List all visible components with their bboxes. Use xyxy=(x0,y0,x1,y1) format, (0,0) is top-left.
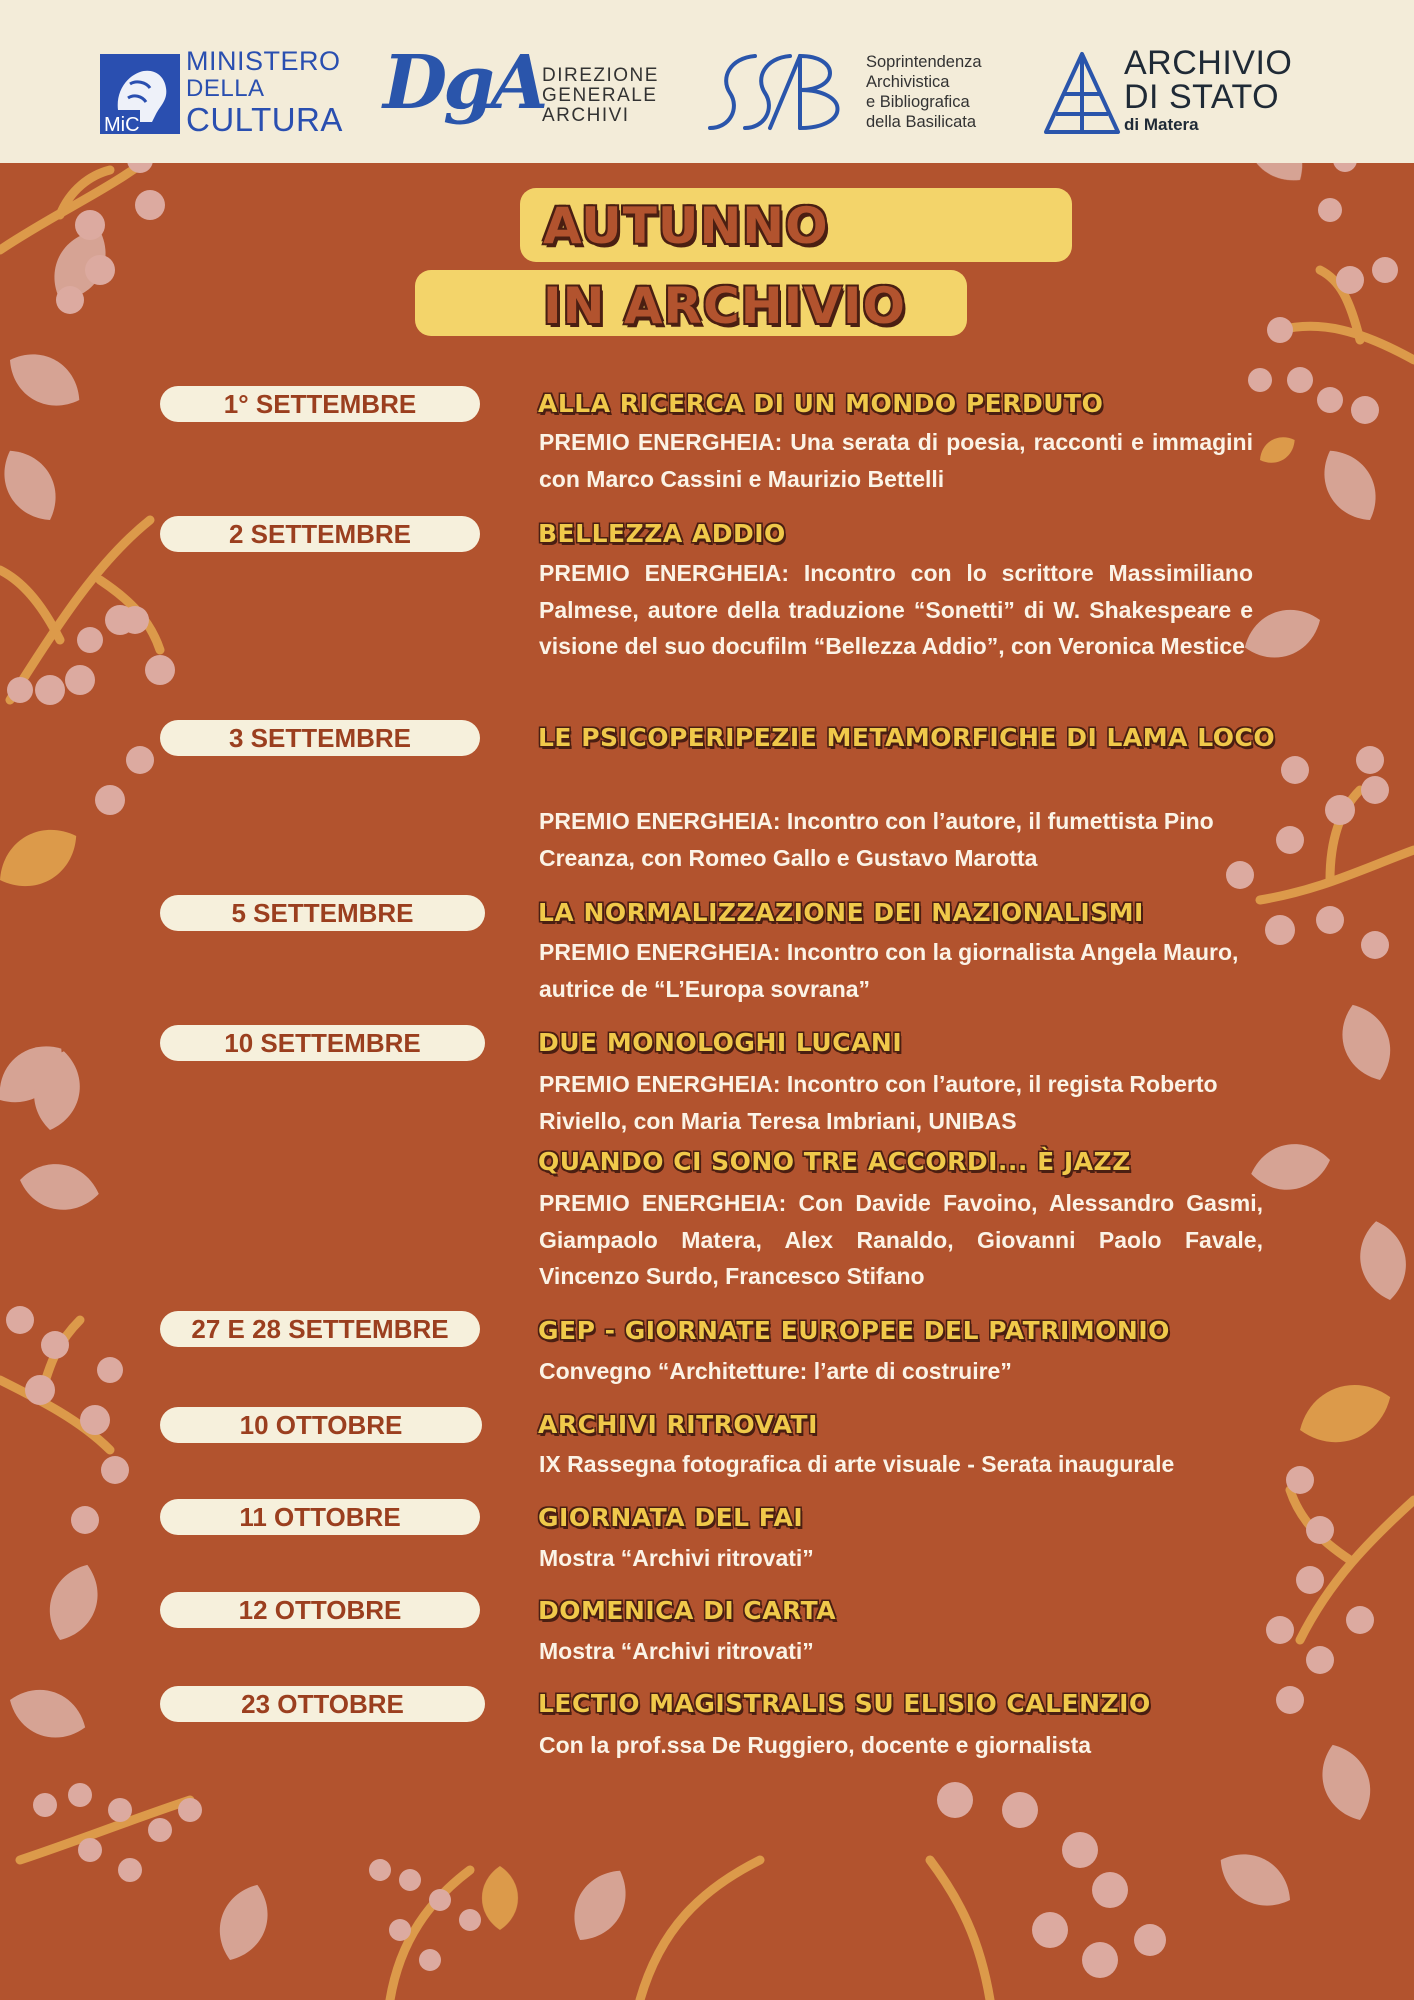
event-description: PREMIO ENERGHEIA: Incontro con la giornalista Angela Mauro, autrice de “L’Europa sovrana” xyxy=(539,939,1239,1002)
event-date: 2 SETTEMBRE xyxy=(160,516,480,552)
sab-logo-text xyxy=(866,52,982,132)
mic-line1: MINISTERO xyxy=(186,46,341,76)
event-description-secondary: PREMIO ENERGHEIA: Con Davide Favoino, Alessandro Gasmi, Giampaolo Matera, Alex Ranaldo, Giovanni Paolo Favale, Vincenzo Surdo, Francesco Stifano xyxy=(539,1190,1263,1289)
event-description: Convegno “Architetture: l’arte di costruire” xyxy=(539,1358,1012,1384)
event-title: BELLEZZA ADDIO xyxy=(538,519,786,548)
event-title: ALLA RICERCA DI UN MONDO PERDUTO xyxy=(538,389,1104,418)
event-description: PREMIO ENERGHEIA: Incontro con l’autore, il regista Roberto Riviello, con Maria Teresa Imbriani, UNIBAS xyxy=(539,1071,1218,1134)
event-description: Mostra “Archivi ritrovati” xyxy=(539,1638,814,1664)
mic-badge: MiC xyxy=(104,114,140,134)
event-date: 12 OTTOBRE xyxy=(160,1592,480,1628)
asm-line3: di Matera xyxy=(1124,115,1199,134)
event-description: PREMIO ENERGHEIA: Incontro con l’autore, il fumettista Pino Creanza, con Romeo Gallo e Gustavo Marotta xyxy=(539,808,1214,871)
event-date: 10 OTTOBRE xyxy=(160,1407,482,1443)
mic-line2: DELLA xyxy=(186,75,265,102)
event-title-secondary: QUANDO CI SONO TRE ACCORDI... È JAZZ xyxy=(538,1147,1131,1176)
dga-line1: DIREZIONE xyxy=(542,65,659,86)
event-date: 10 SETTEMBRE xyxy=(160,1025,485,1061)
event-title: GIORNATA DEL FAI xyxy=(538,1503,804,1532)
page-title-line2: IN ARCHIVIO xyxy=(543,277,907,335)
event-date: 27 E 28 SETTEMBRE xyxy=(160,1311,480,1347)
dga-logo-text xyxy=(542,66,659,126)
asm-logo-icon xyxy=(1042,50,1122,136)
event-description: PREMIO ENERGHEIA: Una serata di poesia, racconti e immagini con Marco Cassini e Maurizio Bettelli xyxy=(539,429,1253,492)
sab-line2: Archivistica xyxy=(866,73,950,91)
event-title: LA NORMALIZZAZIONE DEI NAZIONALISMI xyxy=(538,898,1144,927)
event-title: LE PSICOPERIPEZIE METAMORFICHE DI LAMA LOCO xyxy=(538,723,1276,752)
mic-logo-icon xyxy=(100,54,180,134)
dga-line2: GENERALE xyxy=(542,85,658,106)
event-title: GEP - GIORNATE EUROPEE DEL PATRIMONIO xyxy=(538,1316,1170,1345)
asm-line1: ARCHIVIO xyxy=(1124,44,1293,82)
asm-line2: DI STATO xyxy=(1124,78,1280,116)
event-date: 11 OTTOBRE xyxy=(160,1499,480,1535)
event-description: Con la prof.ssa De Ruggiero, docente e giornalista xyxy=(539,1732,1092,1758)
event-title: DUE MONOLOGHI LUCANI xyxy=(538,1028,903,1057)
event-date: 3 SETTEMBRE xyxy=(160,720,480,756)
dga-logo-mark: DgA xyxy=(383,40,545,126)
sab-line4: della Basilicata xyxy=(866,113,977,131)
page-title-line1: AUTUNNO xyxy=(543,197,829,255)
event-title: LECTIO MAGISTRALIS SU ELISIO CALENZIO xyxy=(538,1689,1151,1718)
event-date: 1° SETTEMBRE xyxy=(160,386,480,422)
event-description: PREMIO ENERGHEIA: Incontro con lo scrittore Massimiliano Palmese, autore della traduzione “Sonetti” di W. Shakespeare e visione del suo docufilm “Bellezza Addio”, con Veronica Mestice xyxy=(539,560,1253,659)
header-bar xyxy=(0,0,1414,163)
mic-line3: CULTURA xyxy=(186,101,343,138)
asm-logo-text xyxy=(1124,46,1292,133)
event-date: 5 SETTEMBRE xyxy=(160,895,485,931)
event-description: IX Rassegna fotografica di arte visuale - Serata inaugurale xyxy=(539,1451,1175,1477)
dga-line3: ARCHIVI xyxy=(542,105,630,126)
event-title: DOMENICA DI CARTA xyxy=(538,1596,837,1625)
sab-line1: Soprintendenza xyxy=(866,53,982,71)
event-title: ARCHIVI RITROVATI xyxy=(538,1410,818,1439)
mic-logo-text xyxy=(186,48,343,136)
event-date: 23 OTTOBRE xyxy=(160,1686,485,1722)
event-description: Mostra “Archivi ritrovati” xyxy=(539,1545,814,1571)
sab-logo-icon xyxy=(700,48,860,138)
sab-line3: e Bibliografica xyxy=(866,93,970,111)
